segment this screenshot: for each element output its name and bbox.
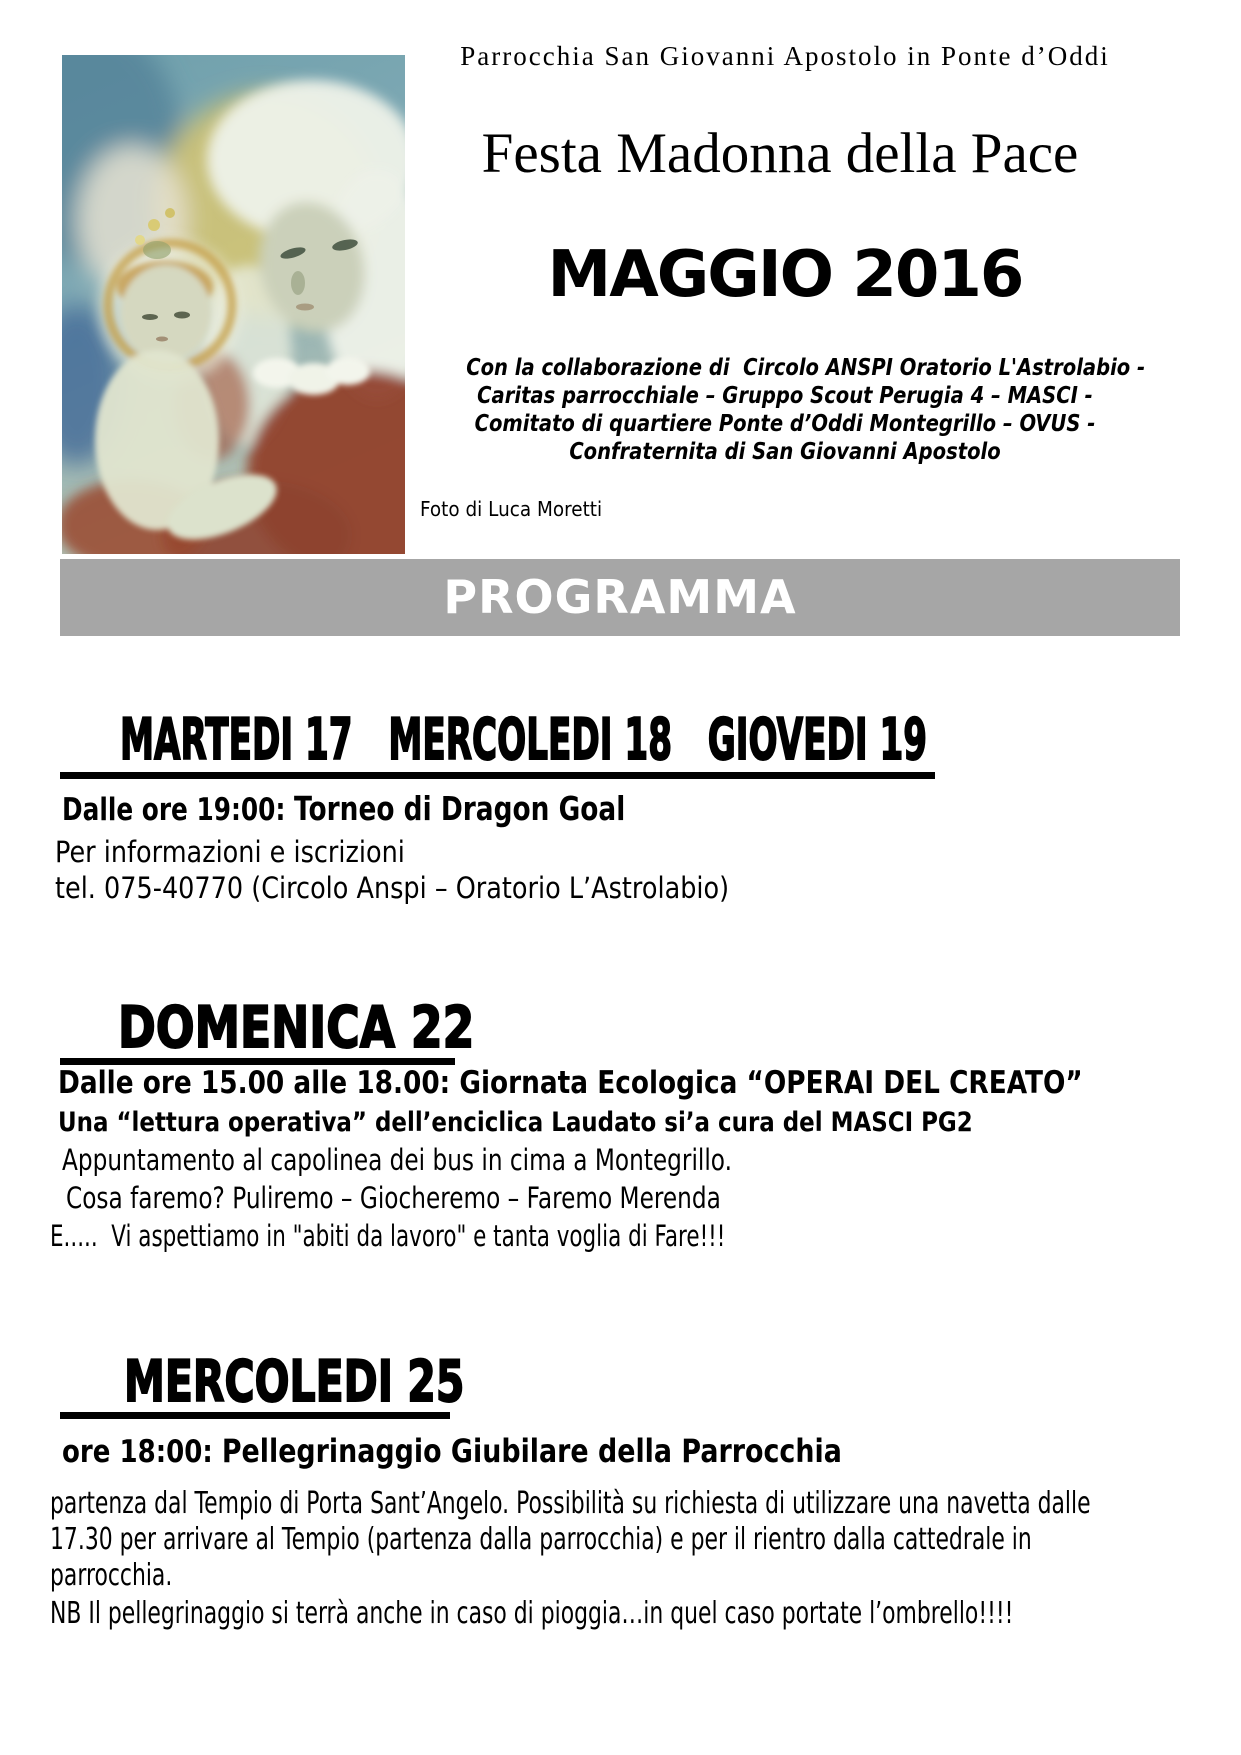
section-heading-text: MERCOLEDI 25 — [124, 1349, 465, 1415]
event-title: Pellegrinaggio Giubilare della Parrocchia — [221, 1432, 842, 1470]
event-time: Dalle ore 19:00: — [62, 792, 294, 828]
body-line — [50, 1596, 1241, 1632]
event-line — [58, 1064, 1241, 1102]
programma-banner — [60, 559, 1180, 636]
section-heading-text: DOMENICA 22 — [118, 995, 475, 1061]
body-line-text: partenza dal Tempio di Porta Sant’Angelo. Possibilità su richiesta di utilizzare una navetta dalle — [50, 1486, 1091, 1521]
section-heading-domenica — [60, 995, 475, 1065]
collaboration-line: Con la collaborazione di Circolo ANSPI Oratorio L'Astrolabio - — [466, 355, 1146, 381]
photo-credit — [420, 497, 618, 521]
event-line-inner — [62, 790, 625, 829]
parish-name: Parrocchia San Giovanni Apostolo in Ponte d’Oddi — [460, 41, 1110, 71]
event-subtitle-text: Una “lettura operativa” dell’enciclica Laudato si’a cura del MASCI PG2 — [58, 1107, 973, 1138]
body-line — [55, 834, 453, 870]
photo-credit-text: Foto di Luca Moretti — [420, 497, 603, 521]
collaboration-block — [410, 354, 1160, 466]
section-heading-mercoledi-25 — [60, 1349, 465, 1419]
body-line-text: E..... Vi aspettiamo in "abiti da lavoro" e tanta voglia di Fare!!! — [50, 1219, 726, 1253]
body-line-text: 17.30 per arrivare al Tempio (partenza dalla parrocchia) e per il rientro dalla cattedrale in — [50, 1522, 1032, 1557]
collaboration-line: Confraternita di San Giovanni Apostolo — [569, 439, 1001, 465]
event-time: Dalle ore 15.00 alle 18.00: — [58, 1065, 460, 1101]
event-time: ore 18:00: — [62, 1434, 222, 1470]
body-line — [62, 1142, 899, 1178]
body-line — [66, 1180, 885, 1216]
madonna-painting-image — [62, 55, 405, 554]
body-line-text: NB Il pellegrinaggio si terrà anche in caso di pioggia…in quel caso portate l’ombrello!!!! — [50, 1596, 1014, 1631]
event-line-inner — [58, 1064, 1083, 1102]
programma-banner-label: PROGRAMMA — [443, 570, 797, 624]
event-line — [62, 1432, 990, 1471]
collaboration-line: Comitato di quartiere Ponte d’Oddi Montegrillo – OVUS - — [474, 411, 1096, 437]
body-line — [50, 1522, 1241, 1558]
body-line-text: Cosa faremo? Puliremo – Giocheremo – Faremo Merenda — [66, 1181, 721, 1215]
body-line — [55, 870, 821, 906]
body-line — [50, 1558, 218, 1594]
madonna-painting-svg — [62, 55, 405, 554]
event-title: Torneo di Dragon Goal — [294, 789, 626, 828]
event-title: Giornata Ecologica “OPERAI DEL CREATO” — [459, 1065, 1083, 1101]
event-line — [62, 790, 766, 829]
section-heading-text: MARTEDI 17 MERCOLEDI 18 GIOVEDI 19 — [120, 707, 928, 773]
body-line-text: Appuntamento al capolinea dei bus in cima a Montegrillo. — [62, 1143, 732, 1177]
page-title: Festa Madonna della Pace — [481, 122, 1079, 185]
body-line-text: parrocchia. — [50, 1558, 173, 1593]
body-line — [50, 1486, 1241, 1522]
body-line-text: tel. 075-40770 (Circolo Anspi – Oratorio L’Astrolabio) — [55, 871, 730, 905]
month-title: MAGGIO 2016 — [547, 238, 1023, 312]
collaboration-line: Caritas parrocchiale – Gruppo Scout Perugia 4 – MASCI - — [477, 383, 1093, 409]
event-subtitle — [58, 1106, 1134, 1140]
body-line — [50, 1218, 963, 1254]
event-line-inner — [62, 1432, 842, 1471]
section-heading-martedi-mercoledi-giovedi — [60, 707, 935, 779]
body-line-text: Per informazioni e iscrizioni — [55, 835, 405, 869]
